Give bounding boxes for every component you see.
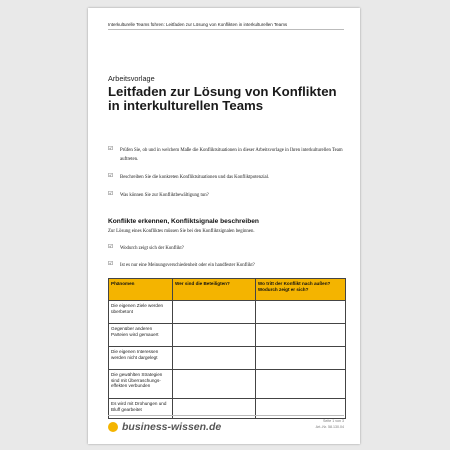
checklist-signals — [108, 244, 344, 278]
table-cell[interactable] — [172, 370, 255, 399]
table-cell[interactable] — [255, 347, 345, 370]
section-heading: Konflikte erkennen, Konfliktsignale beschreiben — [108, 218, 259, 225]
table-cell: Die gewählten Strategien sind mit Überraschungs-effekten verbunden — [109, 370, 173, 399]
article-number: Art.-Nr. 58.130.04 — [315, 425, 344, 429]
checklist-item — [108, 261, 344, 270]
checklist-item — [108, 146, 344, 164]
conflict-table — [108, 278, 346, 419]
checklist-item-text: Beschreiben Sie die konkreten Konfliktsituationen und das Konfliktpotenzial. — [120, 175, 270, 180]
document-page — [88, 8, 360, 444]
table-cell[interactable] — [255, 301, 345, 324]
checkbox-checked-icon: ☑ — [108, 190, 114, 197]
table-cell: Es wird mit Drohungen und Bluff gearbeitet — [109, 399, 173, 419]
brand-name: business-wissen.de — [122, 421, 222, 433]
checklist-item — [108, 173, 344, 182]
section-intro: Zur Lösung eines Konfliktes müssen Sie bei den Konfliktsignalen beginnen. — [108, 229, 255, 234]
table-cell[interactable] — [172, 301, 255, 324]
table-row — [109, 370, 346, 399]
checkbox-checked-icon: ☑ — [108, 172, 114, 179]
footer-divider — [108, 415, 344, 416]
brand-dot-icon — [108, 422, 118, 432]
table-cell[interactable] — [172, 324, 255, 347]
checklist-item-text: Wodurch zeigt sich der Konflikt? — [120, 246, 184, 251]
checkbox-checked-icon: ☑ — [108, 145, 114, 152]
table-header-row — [109, 279, 346, 301]
table-cell[interactable] — [255, 324, 345, 347]
table-row — [109, 324, 346, 347]
checklist-item-text: Was können Sie zur Konfliktbewältigung tun? — [120, 193, 209, 198]
table-cell: Die eigenen Interessen werden nicht dargelegt — [109, 347, 173, 370]
footer-meta — [316, 418, 344, 430]
checkbox-checked-icon: ☑ — [108, 260, 114, 267]
checklist-item-text: Ist es nur eine Meinungsverschiedenheit oder ein handfester Konflikt? — [120, 263, 255, 268]
checklist-intro — [108, 146, 344, 209]
checklist-item — [108, 244, 344, 253]
document-title: Leitfaden zur Lösung von Konflikten in interkulturellen Teams — [108, 84, 337, 113]
document-kicker: Arbeitsvorlage — [108, 74, 155, 83]
table-row — [109, 347, 346, 370]
checklist-item — [108, 191, 344, 200]
table-cell: Gegenüber anderen Parteien wird gemauert — [109, 324, 173, 347]
page-number: Seite 1 von 3 — [323, 419, 344, 423]
column-header-phenomenon: Phänomen — [109, 279, 173, 301]
table-cell[interactable] — [172, 347, 255, 370]
table-cell: Die eigenen Ziele werden überbetont — [109, 301, 173, 324]
table-row — [109, 301, 346, 324]
brand-logo — [108, 421, 221, 433]
column-header-participants: Wer sind die Beteiligten? — [172, 279, 255, 301]
table-cell[interactable] — [255, 370, 345, 399]
running-header: Interkulturelle Teams führen: Leitfaden zur Lösung von Konflikten in interkulturellen Teams — [108, 22, 344, 30]
checklist-item-text: Prüfen Sie, ob und in welchem Maße die Konfliktsituationen in dieser Arbeitsvorlage in Ihren interkulturellen Team auftreten. — [120, 148, 343, 162]
column-header-manifestation: Wo tritt der Konflikt nach außen? Wodurch zeigt er sich? — [255, 279, 345, 301]
checkbox-checked-icon: ☑ — [108, 243, 114, 250]
